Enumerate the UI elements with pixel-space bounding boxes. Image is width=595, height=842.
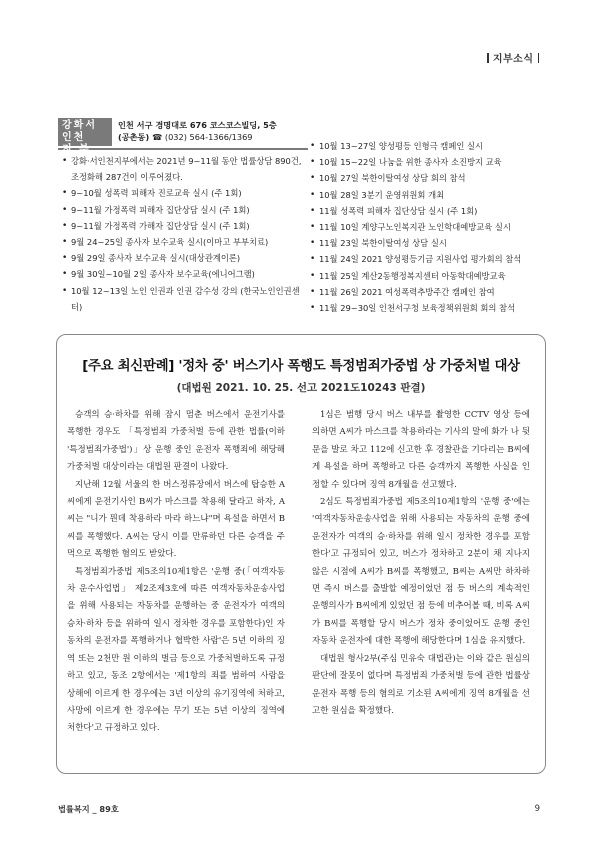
branch-header: [58, 118, 308, 155]
article-subtitle: (대법원 2021. 10. 25. 선고 2021도10243 판결): [176, 382, 426, 394]
article-paragraph: 대법원 형사2부(주심 민유숙 대법관)는 이와 같은 원심의 판단에 잘못이 없다며 특정범죄 가중처벌 등에 관한 법률상 운전자 폭행 등의 혐의로 기소된 A씨에게 징역 8개월을 선고한 원심을 확정했다.: [312, 653, 530, 716]
list-item: • 9월 29일 종사자 보수교육 실시(대상관계이론): [62, 250, 310, 266]
list-item: • 9월 24~25일 종사자 보수교육 실시(이마고 부부치료): [62, 234, 310, 250]
case-article: [56, 334, 546, 774]
list-item: • 10월 28일 3분기 운영위원회 개최: [310, 187, 550, 203]
list-item: • 10월 13~27일 양성평등 인형극 캠페인 실시: [310, 138, 550, 154]
branch-name-line1: 강화서인천: [62, 120, 97, 143]
article-paragraph: 특정범죄가중법 제5조의10제1항은 '운행 중(「여객자동차 운수사업법」 제2조제3호에 따른 여객자동차운송사업을 위해 사용되는 자동차를 운행하는 중 운전자가 여객의 승차·하차 등을 위하여 일시 정차한 경우를 포함한다)인 자동차의 운전자를 폭행하거나 협박한 사람'은 5년 이하의 징역 또는 2천만 원 이하의 벌금 등으로 가중처벌하도록 규정하고 있고, 동조 2항에서는 '제1항의 죄를 범하여 사람을 상해에 이르게 한 경우에는 3년 이상의 유기징역에 처하고, 사망에 이르게 한 경우에는 무기 또는 5년 이상의 징역에 처한다'고 규정하고 있다.: [67, 566, 285, 734]
article-paragraph: 1심은 범행 당시 버스 내부를 촬영한 CCTV 영상 등에 의하면 A씨가 마스크를 착용하라는 기사의 말에 화가 나 뒷문을 발로 차고 112에 신고한 후 경찰관을 기다리는 B씨에게 욕설을 하며 폭행하고 다른 승객까지 폭행한 사실을 인정할 수 있다며 징역 8개월을 선고했다.: [312, 410, 530, 490]
branch-phone: ☎ (032) 564-1366/1369: [152, 132, 253, 142]
list-item: • 강화·서인천지부에서는 2021년 9~11월 동안 법률상담 890건, 조정화해 287건이 이루어졌다.: [62, 153, 310, 185]
list-item: • 10월 12~13일 노인 인권과 인권 감수성 강의 (한국노인인권센터): [62, 283, 310, 315]
section-tag: [483, 50, 543, 65]
list-item: • 9월 30일~10월 2일 종사자 보수교육(에니어그램): [62, 266, 310, 282]
article-paragraph: 2심도 특정범죄가중법 제5조의10제1항의 '운행 중'에는 '여객자동차운송사업을 위해 사용되는 자동차의 운행 중에 운전자가 여객의 승·하차를 위해 일시 정차한 경우를 포함한다'고 규정되어 있고, 버스가 정차하고 2분이 채 지나지 않은 시점에 A씨가 B씨를 폭행했고, B씨는 A씨만 하차하면 즉시 버스를 출발할 예정이었던 점 등 버스의 계속적인 운행의사가 B씨에게 있었던 점 등에 비추어볼 때, 비록 A씨가 B씨를 폭행할 당시 버스가 정차 중이었어도 운행 중인 자동차 운전자에 대한 폭행에 해당한다며 1심을 유지했다.: [312, 497, 530, 647]
list-item: • 11월 24일 2021 양성평등기금 지원사업 평가회의 참석: [310, 251, 550, 267]
list-item: • 9~11월 가정폭력 가해자 집단상담 실시 (주 1회): [62, 218, 310, 234]
branch-info: [58, 118, 308, 155]
activity-list-right: [310, 138, 550, 316]
activity-list-left: [62, 153, 310, 315]
article-paragraph: 지난해 12월 서울의 한 버스정류장에서 버스에 탑승한 A씨에게 운전기사인 B씨가 마스크를 착용해 달라고 하자, A씨는 "니가 뭔데 착용하라 마라 하느냐"며 욕설을 하면서 B씨를 폭행했다. A씨는 당시 이를 만류하던 다른 승객을 주먹으로 폭행한 혐의도 받았다.: [67, 479, 285, 560]
article-paragraph: 승객의 승·하차를 위해 잠시 멈춘 버스에서 운전기사를 폭행한 경우도 「특정범죄 가중처벌 등에 관한 법률(이하 '특정범죄가중법')」상 운행 중인 운전자 폭행죄에 해당해 가중처벌 대상이라는 대법원 판결이 나왔다.: [67, 410, 285, 473]
branch-contact-line: [118, 131, 277, 143]
list-item: • 9~11월 가정폭력 피해자 집단상담 실시 (주 1회): [62, 202, 310, 218]
list-item: • 11월 23일 북한이탈여성 상담 실시: [310, 235, 550, 251]
branch-office: (공촌동): [118, 132, 150, 142]
list-item: • 10월 15~22일 나눔을 위한 종사자 소진방지 교육: [310, 154, 550, 170]
page-number: 9: [534, 804, 540, 814]
list-item: • 11월 성폭력 피해자 집단상담 실시 (주 1회): [310, 203, 550, 219]
branch-name: [58, 118, 112, 155]
list-item: • 9~10월 성폭력 피해자 진로교육 실시 (주 1회): [62, 185, 310, 201]
article-column-left: [67, 407, 285, 738]
section-label: 지부소식: [492, 54, 534, 65]
divider: [487, 53, 489, 63]
branch-address-line: 인천 서구 경명대로 676 코스코스빌딩, 5층: [118, 120, 277, 130]
magazine-issue: 법률복지 _ 89호: [58, 804, 119, 814]
article-column-right: [312, 407, 530, 720]
list-item: • 11월 10일 계양구노인복지관 노인학대예방교육 실시: [310, 219, 550, 235]
list-item: • 10월 27일 북한이탈여성 상담 회의 참석: [310, 170, 550, 186]
list-item: • 11월 26일 2021 여성폭력추방주간 캠페인 참여: [310, 284, 550, 300]
branch-address: [112, 118, 277, 146]
article-title: [주요 최신판례] '정차 중' 버스기사 폭행도 특정범죄가중법 상 가중처벌 대상: [82, 359, 520, 374]
list-item: • 11월 25일 계산2동행정복지센터 아동학대예방교육: [310, 268, 550, 284]
divider: [538, 53, 540, 63]
list-item: • 11월 29~30일 인천서구청 보육정책위원회 회의 참석: [310, 300, 550, 316]
branch-name-line2: 지 부: [62, 144, 91, 155]
